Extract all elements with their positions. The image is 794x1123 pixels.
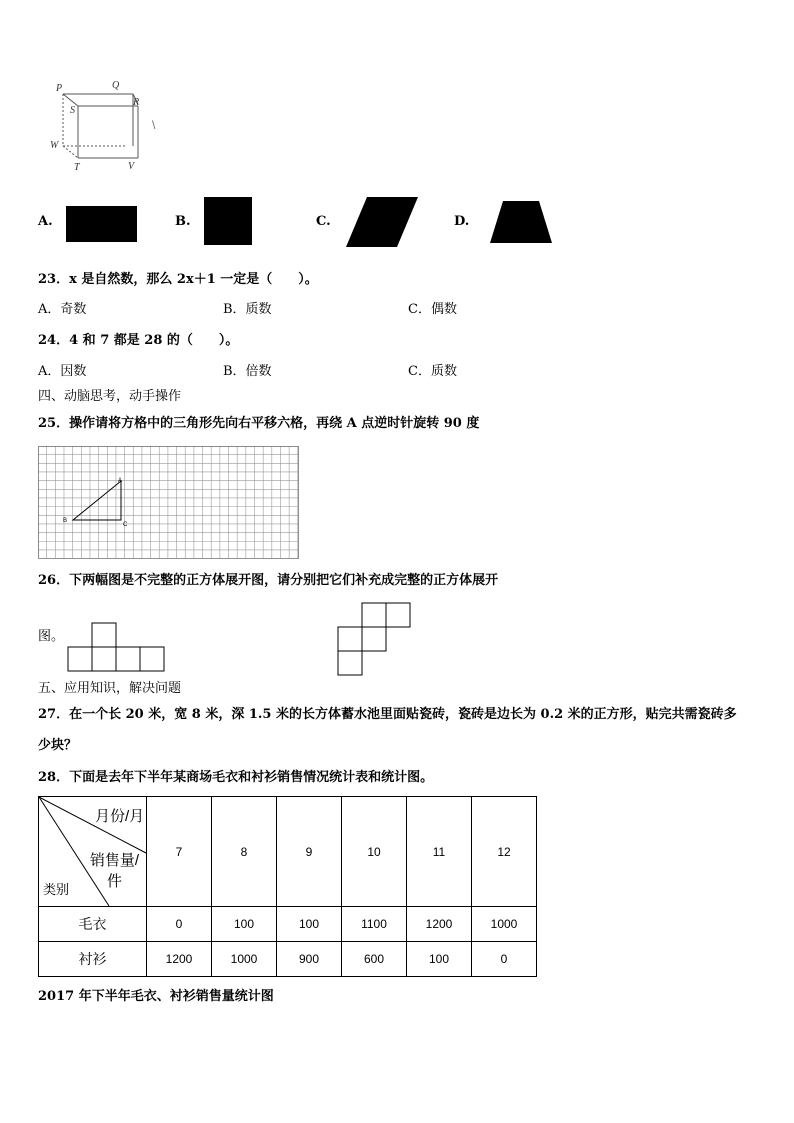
table-header-row	[39, 797, 537, 907]
q23-option-c: C．偶数	[408, 302, 457, 317]
svg-text:\: \	[152, 120, 156, 131]
table-cell: 1200	[147, 942, 212, 977]
month-cell: 7	[147, 797, 212, 907]
table-cell: 1000	[212, 942, 277, 977]
table-cell: 0	[472, 942, 537, 977]
table-cell: 100	[407, 942, 472, 977]
q23-option-a: A．奇数	[38, 302, 87, 317]
row-label-shirt: 衬衫	[39, 942, 147, 977]
option-d-trapezoid	[489, 200, 553, 244]
section-4-heading: 四、动脑思考，动手操作	[38, 389, 182, 404]
q24-option-a: A．因数	[38, 364, 87, 379]
point-b-label: B	[63, 518, 68, 524]
question-26-line2: 图。	[38, 629, 65, 644]
table-cell: 600	[342, 942, 407, 977]
option-c-parallelogram	[345, 196, 419, 248]
table-cell: 1000	[472, 907, 537, 942]
month-cell: 10	[342, 797, 407, 907]
cube-drawing	[48, 78, 158, 178]
question-25: 25．操作请将方格中的三角形先向右平移六格，再绕 A 点逆时针旋转 90 度	[38, 416, 480, 431]
section-5-heading: 五、应用知识，解决问题	[38, 681, 182, 696]
sales-table	[38, 796, 537, 977]
header-month-label: 月份/月	[95, 808, 145, 825]
table-cell: 900	[277, 942, 342, 977]
option-b-label: B.	[175, 214, 191, 229]
cube-label-q: Q	[112, 80, 120, 91]
chart-title: 2017 年下半年毛衣、衬衫销售量统计图	[38, 989, 274, 1004]
table-cell: 100	[277, 907, 342, 942]
table-row	[39, 907, 537, 942]
month-cell: 9	[277, 797, 342, 907]
table-cell: 0	[147, 907, 212, 942]
table-row	[39, 942, 537, 977]
grid-figure	[38, 446, 300, 560]
header-sales-label: 销售量/件	[89, 852, 140, 890]
cube-label-v: V	[128, 161, 135, 172]
option-a-rectangle	[66, 206, 137, 242]
q24-option-c: C．质数	[408, 364, 457, 379]
question-23: 23．x 是自然数，那么 2x＋1 一定是（ ）。	[38, 272, 318, 287]
cube-net-1	[67, 622, 166, 672]
triangle-abc	[73, 481, 121, 520]
row-label-sweater: 毛衣	[39, 907, 147, 942]
month-cell: 8	[212, 797, 277, 907]
question-27-line2: 少块？	[38, 738, 78, 753]
cube-label-t: T	[74, 162, 80, 173]
option-b-square	[204, 197, 252, 245]
header-category-label: 类别	[43, 882, 70, 897]
option-a-label: A.	[38, 214, 53, 229]
question-26-line1: 26．下两幅图是不完整的正方体展开图，请分别把它们补充成完整的正方体展开	[38, 573, 499, 588]
table-cell: 100	[212, 907, 277, 942]
table-cell: 1100	[342, 907, 407, 942]
cube-net-2	[337, 602, 412, 676]
cube-label-s: S	[70, 105, 75, 116]
question-24: 24．4 和 7 都是 28 的（ ）。	[38, 333, 239, 348]
q24-option-b: B．倍数	[223, 364, 272, 379]
table-cell: 1200	[407, 907, 472, 942]
option-d-label: D.	[454, 214, 470, 229]
cube-label-r: R	[133, 97, 140, 108]
diagonal-header-cell	[39, 797, 147, 907]
option-c-label: C.	[316, 214, 331, 229]
cube-diagram	[48, 78, 158, 178]
month-cell: 12	[472, 797, 537, 907]
question-27-line1: 27．在一个长 20 米，宽 8 米，深 1.5 米的长方体蓄水池里面贴瓷砖，瓷砖是边长为 0.2 米的正方形，贴完共需瓷砖多	[38, 707, 737, 722]
point-a-label: A	[118, 478, 123, 484]
cube-label-p: P	[56, 83, 63, 94]
q23-option-b: B．质数	[223, 302, 272, 317]
question-28: 28．下面是去年下半年某商场毛衣和衬衫销售情况统计表和统计图。	[38, 770, 434, 785]
point-c-label: C	[123, 522, 128, 528]
cube-label-w: W	[50, 140, 59, 151]
month-cell: 11	[407, 797, 472, 907]
